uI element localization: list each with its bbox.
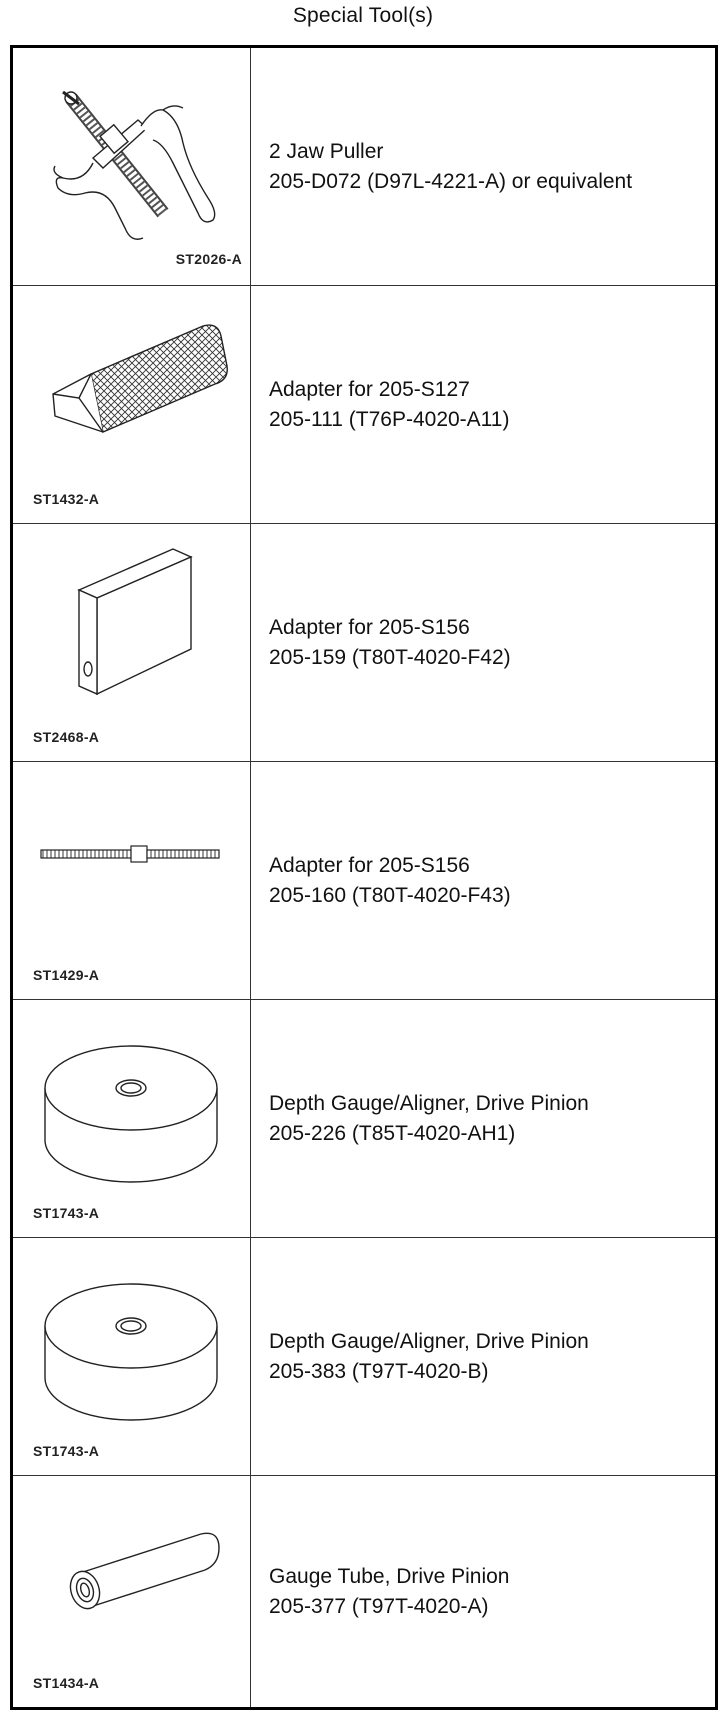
tool-code: ST2468-A [33,729,100,745]
tool-name: Depth Gauge/Aligner, Drive Pinion [269,1091,589,1115]
tool-part-number: 205-D072 (D97L-4221-A) or equivalent [269,169,633,193]
tool-description [269,851,511,911]
tool-code: ST1434-A [33,1675,100,1691]
tool-description [269,613,511,673]
tool-name: Gauge Tube, Drive Pinion [269,1564,510,1588]
table-row [13,286,715,524]
table-row [13,1238,715,1476]
tool-part-number: 205-111 (T76P-4020-A11) [269,407,510,431]
special-tools-table [10,45,718,1710]
tool-image-cell [13,1000,251,1237]
block-adapter-icon [13,524,251,762]
tool-description [269,1089,589,1149]
tool-description [269,137,632,197]
tool-name: Adapter for 205-S127 [269,377,470,401]
tool-code: ST1429-A [33,967,100,983]
tool-code: ST1743-A [33,1443,100,1459]
tool-description [269,1327,589,1387]
tool-image-cell [13,1476,251,1707]
tool-name: Adapter for 205-S156 [269,615,470,639]
gauge-tube-icon [13,1476,251,1707]
tool-image-cell [13,48,251,285]
table-row [13,524,715,762]
tool-part-number: 205-383 (T97T-4020-B) [269,1359,489,1383]
table-row [13,762,715,1000]
tool-part-number: 205-159 (T80T-4020-F42) [269,645,511,669]
gauge-disc-icon [13,1238,251,1476]
tool-image-cell [13,524,251,761]
tool-name: Adapter for 205-S156 [269,853,470,877]
gauge-disc-icon [13,1000,251,1238]
knurled-adapter-icon [13,286,251,524]
table-row [13,1000,715,1238]
tool-image-cell [13,1238,251,1475]
tool-part-number: 205-160 (T80T-4020-F43) [269,883,511,907]
table-row [13,1476,715,1707]
threaded-rod-icon [13,762,251,1000]
tool-code: ST1743-A [33,1205,100,1221]
tool-code: ST1432-A [33,491,100,507]
tool-description [269,375,509,435]
tool-name: 2 Jaw Puller [269,139,384,163]
tool-part-number: 205-377 (T97T-4020-A) [269,1594,489,1618]
tool-image-cell [13,762,251,999]
tool-image-cell [13,286,251,523]
tool-part-number: 205-226 (T85T-4020-AH1) [269,1121,516,1145]
page-title: Special Tool(s) [292,4,434,27]
table-row [13,48,715,286]
tool-description [269,1562,509,1622]
tool-name: Depth Gauge/Aligner, Drive Pinion [269,1329,589,1353]
tool-code: ST2026-A [175,251,242,267]
